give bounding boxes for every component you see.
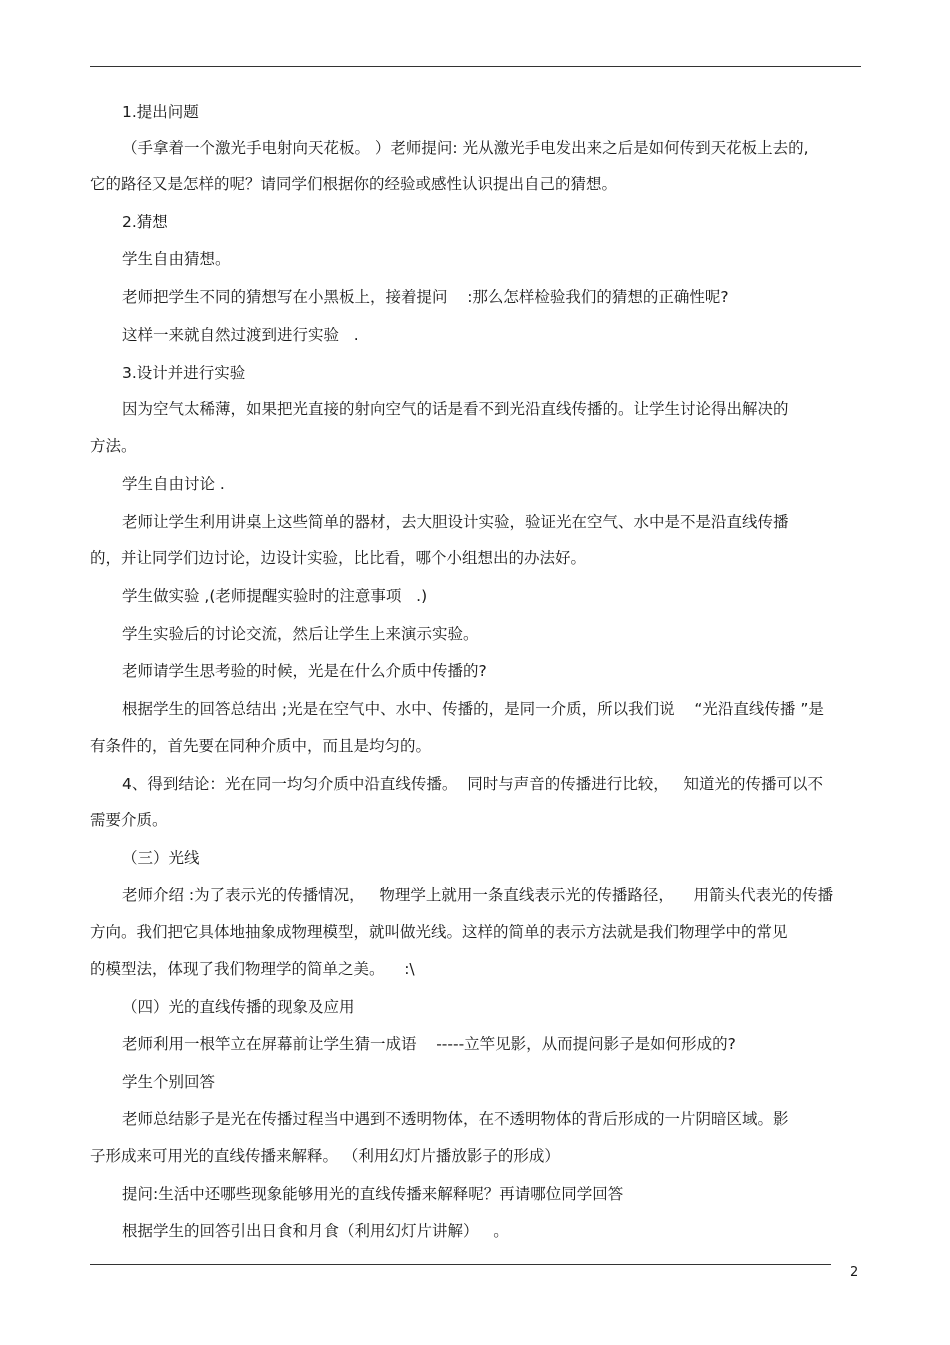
paragraph-line: 子形成来可用光的直线传播来解释。 （利用幻灯片播放影子的形成） xyxy=(90,1147,560,1165)
paragraph-line: 方法。 xyxy=(90,437,137,455)
paragraph-line: 学生实验后的讨论交流，然后让学生上来演示实验。 xyxy=(122,625,479,643)
paragraph-line: （手拿着一个激光手电射向天花板。 ）老师提问: 光从激光手电发出来之后是如何传到天花板上去的, xyxy=(122,139,809,157)
paragraph-line: 学生自由讨论 . xyxy=(122,475,225,493)
heading-guess: 2.猜想 xyxy=(122,213,168,231)
paragraph-line: 这样一来就自然过渡到进行实验 . xyxy=(122,326,359,344)
paragraph-line: 的，并让同学们边讨论，边设计实验，比比看，哪个小组想出的办法好。 xyxy=(90,549,587,567)
heading-conclusion: 4、得到结论：光在同一均匀介质中沿直线传播。 同时与声音的传播进行比较， 知道光的传播可以不 xyxy=(122,775,823,793)
paragraph-line: 老师介绍 :为了表示光的传播情况， 物理学上就用一条直线表示光的传播路径， 用箭头代表光的传播 xyxy=(122,886,834,904)
paragraph-line: 有条件的，首先要在同种介质中，而且是均匀的。 xyxy=(90,737,432,755)
page-number: 2 xyxy=(850,1265,859,1280)
paragraph-line: 因为空气太稀薄，如果把光直接的射向空气的话是看不到光沿直线传播的。让学生讨论得出解决的 xyxy=(122,400,789,418)
paragraph-line: 的模型法，体现了我们物理学的简单之美。 :\ xyxy=(90,960,415,978)
section-heading-light-ray: （三）光线 xyxy=(122,849,200,867)
paragraph-line: 学生做实验 ,(老师提醒实验时的注意事项 .) xyxy=(122,587,428,605)
paragraph-line: 学生个别回答 xyxy=(122,1073,216,1091)
paragraph-line: 需要介质。 xyxy=(90,811,168,829)
paragraph-line: 老师利用一根竿立在屏幕前让学生猜一成语 -----立竿见影，从而提问影子是如何形成的? xyxy=(122,1035,736,1053)
heading-ask-question: 1.提出问题 xyxy=(122,103,199,121)
paragraph-line: 根据学生的回答总结出 ;光是在空气中、水中、传播的，是同一介质，所以我们说 “光沿直线传播 ”是 xyxy=(122,700,824,718)
section-heading-applications: （四）光的直线传播的现象及应用 xyxy=(122,998,355,1016)
paragraph-line: 老师把学生不同的猜想写在小黑板上，接着提问 :那么怎样检验我们的猜想的正确性呢? xyxy=(122,288,729,306)
heading-experiment: 3.设计并进行实验 xyxy=(122,364,246,382)
paragraph-line: 提问:生活中还哪些现象能够用光的直线传播来解释呢？再请哪位同学回答 xyxy=(122,1185,624,1203)
footer-rule xyxy=(90,1264,831,1265)
paragraph-line: 根据学生的回答引出日食和月食（利用幻灯片讲解） 。 xyxy=(122,1222,509,1240)
paragraph-line: 方向。我们把它具体地抽象成物理模型，就叫做光线。这样的简单的表示方法就是我们物理学中的常见 xyxy=(90,923,788,941)
header-rule xyxy=(90,66,861,67)
paragraph-line: 它的路径又是怎样的呢？请同学们根据你的经验或感性认识提出自己的猜想。 xyxy=(90,175,618,193)
paragraph-line: 老师请学生思考验的时候，光是在什么介质中传播的? xyxy=(122,662,487,680)
paragraph-line: 老师总结影子是光在传播过程当中遇到不透明物体，在不透明物体的背后形成的一片阴暗区域。影 xyxy=(122,1110,789,1128)
paragraph-line: 学生自由猜想。 xyxy=(122,250,231,268)
paragraph-line: 老师让学生利用讲桌上这些简单的器材，去大胆设计实验，验证光在空气、水中是不是沿直线传播 xyxy=(122,513,789,531)
